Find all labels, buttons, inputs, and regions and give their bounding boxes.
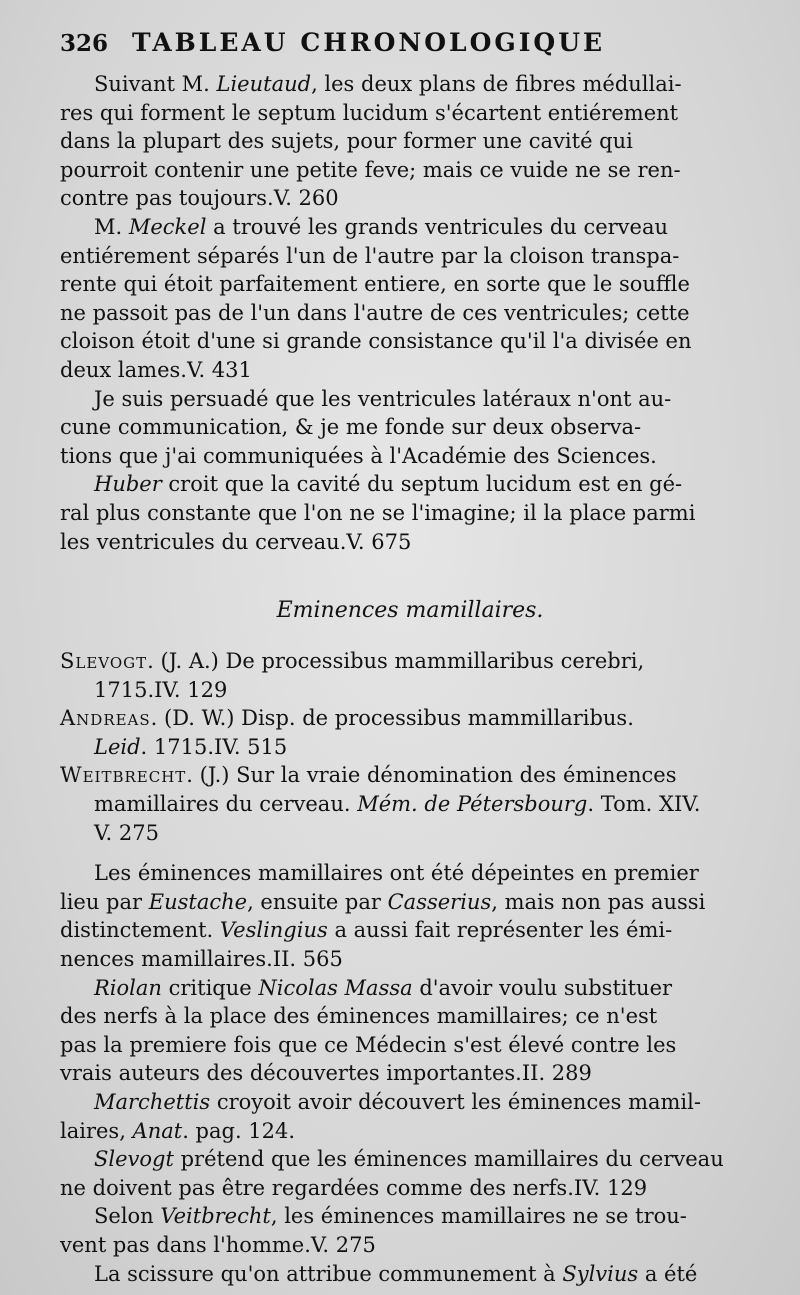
line-text (60, 530, 346, 554)
text-run: vrais auteurs des découvertes importantes. (60, 1061, 522, 1086)
line-text (60, 1119, 295, 1143)
text-line (60, 1059, 760, 1088)
paragraph (60, 1260, 760, 1289)
text-run: dans la plupart des sujets, pour former une cavité qui (60, 129, 633, 154)
line-text (60, 101, 678, 125)
running-head: TABLEAU CHRONOLOGIQUE (132, 28, 606, 57)
line-text (94, 1090, 701, 1114)
text-run: rente qui étoit parfaitement entiere, en sorte que le souffle (60, 272, 690, 297)
text-run: mamillaires du cerveau. (94, 792, 358, 817)
text-line (60, 156, 760, 185)
line-text (94, 678, 154, 702)
page-reference: IV. 129 (154, 677, 228, 702)
line-text (94, 472, 682, 496)
bottom-paragraphs (60, 859, 760, 1288)
page-reference: IV. 129 (573, 1175, 648, 1200)
line-text (60, 649, 644, 673)
text-line (60, 733, 760, 762)
text-run: cloison étoit d'une si grande consistance qu'il l'a divisée en (60, 329, 692, 354)
text-line (60, 1002, 760, 1031)
text-line (60, 1202, 760, 1231)
line-text (60, 890, 705, 914)
text-line (60, 356, 760, 385)
text-run: ne doivent pas être regardées comme des nerfs. (60, 1175, 574, 1200)
line-text (60, 947, 273, 971)
text-line (60, 99, 760, 128)
text-run: vent pas dans l'homme. (60, 1232, 311, 1257)
text-line (60, 184, 760, 213)
italic-text: Lieutaud (216, 72, 312, 96)
author-name: Weitbrecht (60, 763, 187, 788)
italic-text: Casserius (387, 889, 492, 914)
italic-text: Marchettis (94, 1090, 211, 1114)
paragraph (60, 974, 760, 1088)
line-text (94, 735, 214, 759)
text-run: Les éminences mamillaires ont été dépeintes en premier (94, 861, 699, 886)
paragraph (60, 70, 760, 213)
paragraph (60, 859, 760, 973)
line-text (60, 158, 681, 182)
text-line (60, 413, 760, 442)
top-paragraphs (60, 70, 760, 556)
text-line (60, 299, 760, 328)
line-text (60, 272, 690, 296)
line-text (94, 72, 682, 96)
bibliography-entry (60, 647, 760, 704)
text-line (60, 385, 760, 414)
line-text (60, 186, 274, 210)
text-line (60, 1174, 760, 1203)
text-line (60, 1231, 760, 1260)
text-line (60, 127, 760, 156)
text-run: , les éminences mamillaires ne se trou- (270, 1204, 687, 1229)
line-text (60, 1033, 676, 1057)
line-text (94, 1262, 697, 1286)
text-run: entiérement séparés l'un de l'autre par la cloison transpa- (60, 243, 680, 268)
text-line (60, 916, 760, 945)
text-line (60, 761, 760, 790)
text-line (60, 676, 760, 705)
text-run: Selon (94, 1204, 161, 1229)
text-run: prétend que les éminences mamillaires du cerveau (173, 1147, 724, 1172)
bibliography (60, 647, 760, 847)
italic-text: Riolan (94, 975, 162, 1000)
paragraph (60, 1088, 760, 1145)
paragraph (60, 213, 760, 385)
italic-text: Leid (94, 734, 141, 759)
line-text (60, 301, 690, 325)
text-run: res qui forment le septum lucidum s'écartent entiérement (60, 100, 679, 125)
text-run: cune communication, & je me fonde sur deux observa- (60, 415, 642, 440)
text-line (60, 470, 760, 499)
text-run: deux lames. (60, 357, 187, 382)
italic-text: Meckel (128, 214, 207, 239)
text-run: a été (638, 1261, 698, 1286)
text-line (60, 499, 760, 528)
text-run: a aussi fait représenter les émi- (327, 918, 673, 943)
line-text (60, 706, 634, 730)
text-line (60, 1031, 760, 1060)
page-reference: V. 431 (186, 357, 252, 382)
text-run: 1715. (94, 677, 155, 702)
text-run: Suivant M. (94, 72, 217, 96)
line-text (60, 129, 633, 153)
paragraph (60, 470, 760, 556)
line-text (60, 444, 657, 468)
bibliography-entry (60, 761, 760, 847)
author-name: Andreas (60, 706, 151, 731)
text-line (60, 213, 760, 242)
page-number: 326 (60, 30, 109, 57)
text-run: critique (161, 975, 259, 1000)
text-line (60, 945, 760, 974)
line-text (60, 244, 679, 268)
text-run: . Tom. XIV. (587, 792, 701, 817)
line-text (60, 918, 672, 942)
text-run: M. (94, 214, 129, 239)
page-header (60, 28, 760, 64)
text-line (60, 819, 760, 848)
text-line (60, 1145, 760, 1174)
line-text (94, 215, 668, 239)
line-text (60, 763, 677, 787)
page-reference: IV. 515 (214, 734, 288, 759)
text-run: les ventricules du cerveau. (60, 529, 347, 554)
text-line (60, 1260, 760, 1289)
line-text (94, 1147, 724, 1171)
text-run: , mais non pas aussi (491, 889, 706, 914)
text-run: lieu par (60, 889, 149, 914)
paragraph (60, 1145, 760, 1202)
text-line (60, 1117, 760, 1146)
line-text (94, 1204, 687, 1228)
text-run: croit que la cavité du septum lucidum est en gé- (161, 472, 683, 497)
text-run: . pag. 124. (182, 1118, 296, 1143)
line-text (60, 358, 187, 382)
text-run: des nerfs à la place des éminences mamillaires; ce n'est (60, 1004, 658, 1029)
line-text (60, 1176, 574, 1200)
line-text (60, 501, 695, 525)
line-text (94, 861, 699, 885)
page-reference: II. 289 (521, 1061, 592, 1086)
line-text (94, 976, 672, 1000)
line-text (60, 1061, 522, 1085)
text-run: , les deux plans de fibres médullai- (311, 72, 682, 96)
text-run: contre pas toujours. (60, 186, 274, 211)
text-run: a trouvé les grands ventricules du cerveau (206, 214, 669, 239)
text-line (60, 442, 760, 471)
text-run: La scissure qu'on attribue communement à (94, 1261, 563, 1286)
text-run: . (J. A.) De processibus mammillaribus cerebri, (147, 649, 645, 674)
line-text (60, 1004, 657, 1028)
text-run: . (J.) Sur la vraie dénomination des éminences (186, 763, 677, 788)
text-line (60, 888, 760, 917)
text-run: laires, (60, 1118, 133, 1143)
text-line (60, 270, 760, 299)
page-reference: II. 565 (272, 947, 343, 972)
italic-text: Slevogt (94, 1147, 174, 1172)
text-line (60, 242, 760, 271)
paragraph (60, 1202, 760, 1259)
section-title: Eminences mamillaires. (276, 598, 544, 624)
text-line (60, 70, 760, 99)
text-line (60, 790, 760, 819)
text-line (60, 647, 760, 676)
text-run: Je suis persuadé que les ventricules latéraux n'ont au- (94, 386, 672, 411)
text-run: pourroit contenir une petite feve; mais ce vuide ne se ren- (60, 157, 681, 182)
text-run: d'avoir voulu substituer (412, 975, 673, 1000)
page-reference: V. 675 (346, 529, 412, 554)
text-run: . (D. W.) Disp. de processibus mammillaribus. (150, 706, 634, 731)
author-name: Slevogt (60, 649, 148, 674)
text-line (60, 1088, 760, 1117)
line-text (94, 387, 671, 411)
text-run: ral plus constante que l'on ne se l'imagine; il la place parmi (60, 500, 696, 525)
bibliography-entry (60, 704, 760, 761)
italic-text: Huber (94, 472, 162, 497)
paragraph (60, 385, 760, 471)
text-run: croyoit avoir découvert les éminences mamil- (210, 1090, 701, 1114)
italic-text: Eustache (148, 889, 248, 914)
italic-text: Mém. de Pétersbourg (357, 792, 588, 817)
italic-text: Veitbrecht (160, 1204, 271, 1229)
italic-text: Anat (132, 1118, 183, 1143)
text-run: distinctement. (60, 918, 220, 943)
text-run: . 1715. (140, 734, 215, 759)
page-reference: V. 260 (273, 186, 339, 211)
text-run: pas la premiere fois que ce Médecin s'est élevé contre les (60, 1032, 677, 1057)
text-line (60, 327, 760, 356)
text-run: nences mamillaires. (60, 947, 273, 972)
line-text (94, 792, 700, 816)
text-run: ne passoit pas de l'un dans l'autre de ces ventricules; cette (60, 300, 690, 325)
text-line (60, 528, 760, 557)
line-text (60, 415, 641, 439)
italic-text: Veslingius (219, 918, 328, 943)
line-text (60, 329, 692, 353)
text-run: tions que j'ai communiquées à l'Académie des Sciences. (60, 443, 657, 468)
text-line (60, 974, 760, 1003)
italic-text: Sylvius (562, 1261, 639, 1286)
page-reference: V. 275 (94, 820, 159, 845)
italic-text: Nicolas Massa (258, 975, 413, 1000)
text-line (60, 704, 760, 733)
page-reference: V. 275 (310, 1232, 376, 1257)
text-run: , ensuite par (247, 889, 388, 914)
line-text (60, 1233, 311, 1257)
text-line (60, 859, 760, 888)
